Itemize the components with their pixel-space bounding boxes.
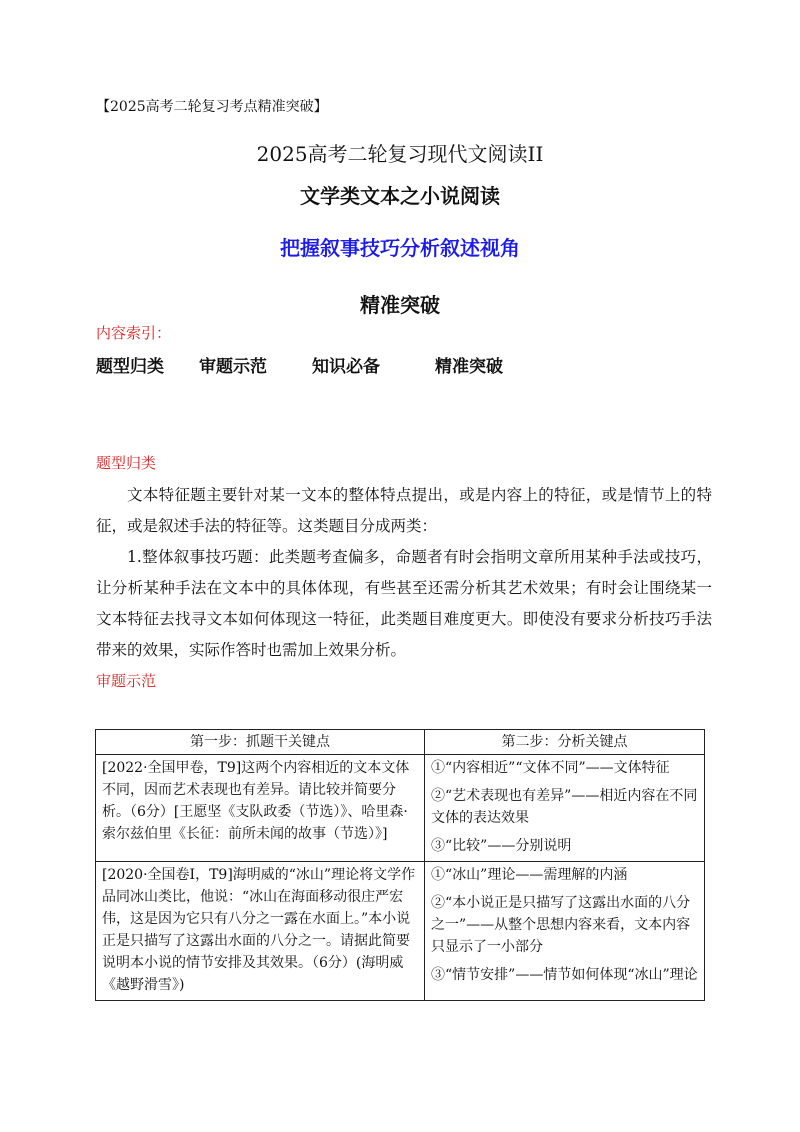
table-row — [96, 862, 705, 1001]
analysis-point: ②“本小说正是只描写了这露出水面的八分之一”——从整个思想内容来看，文本内容只显示了一小部分 — [431, 895, 691, 955]
document-subtitle: 文学类文本之小说阅读 — [300, 184, 500, 208]
question-cell: [2020·全国卷Ⅰ，T9]海明威的“冰山”理论将文学作品同冰山类比，他说：“冰山在海面移动很庄严宏伟，这是因为它只有八分之一露在水面上。”本小说正是只描写了这露出水面的八分之一。请据此简要说明本小说的情节安排及其效果。（6分）(海明威《越野滑雪》) — [96, 862, 425, 1001]
question-cell: [2022·全国甲卷，T9]这两个内容相近的文本文体不同，因而艺术表现也有差异。请比较并简要分析。（6分）[王愿坚《支队政委（节选）》、哈里森·索尔兹伯里《长征：前所未闻的故事（节选）》] — [96, 755, 425, 862]
index-item-question-types: 题型归类 — [96, 357, 164, 377]
analysis-point: ③“比较”——分别说明 — [431, 838, 572, 854]
analysis-cell — [425, 755, 705, 862]
question-types-paragraph-2: 1.整体叙事技巧题：此类题考查偏多，命题者有时会指明文章所用某种手法或技巧，让分析某种手法在文本中的具体体现，有些甚至还需分析其艺术效果；有时会让围绕某一文本特征去找寻文本如何体现这一特征，此类题目难度更大。即使没有要求分析技巧手法带来的效果，实际作答时也需加上效果分析。 — [96, 548, 712, 659]
table-header-row — [96, 730, 705, 755]
index-item-knowledge: 知识必备 — [312, 357, 380, 377]
question-types-paragraph-1: 文本特征题主要针对某一文本的整体特点提出，或是内容上的特征，或是情节上的特征，或是叙述手法的特征等。这类题目分成两类： — [96, 486, 712, 535]
demo-table — [95, 729, 705, 1001]
table-row — [96, 755, 705, 862]
column-header-step1: 第一步：抓题干关键点 — [96, 730, 425, 755]
analysis-point: ②“艺术表现也有差异”——相近内容在不同文体的表达效果 — [431, 788, 698, 826]
topic-heading: 把握叙事技巧分析叙述视角 — [280, 236, 520, 260]
index-label: 内容索引： — [96, 324, 172, 342]
analysis-point: ③“情节安排”——情节如何体现“冰山”理论 — [431, 967, 698, 983]
index-item-breakthrough: 精准突破 — [435, 357, 503, 377]
column-header-step2: 第二步：分析关键点 — [425, 730, 705, 755]
analysis-point: ①“冰山”理论——需理解的内涵 — [431, 867, 628, 883]
section-heading: 精准突破 — [360, 293, 440, 317]
analysis-cell — [425, 862, 705, 1001]
question-types-heading: 题型归类 — [96, 454, 157, 472]
demo-heading: 审题示范 — [96, 672, 157, 690]
header-tag: 【2025高考二轮复习考点精准突破】 — [96, 99, 328, 115]
index-item-demo: 审题示范 — [199, 357, 267, 377]
analysis-point: ①“内容相近”“文体不同”——文体特征 — [431, 760, 670, 776]
document-title: 2025高考二轮复习现代文阅读II — [256, 142, 544, 166]
